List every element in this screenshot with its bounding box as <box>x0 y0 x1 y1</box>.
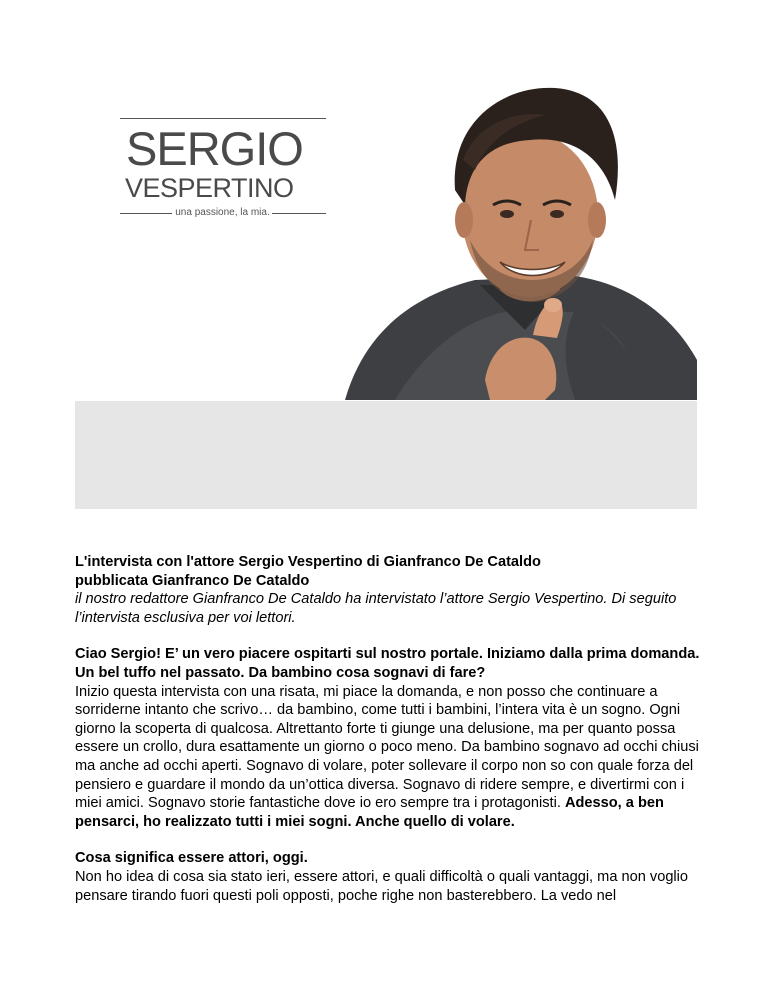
article-body <box>75 553 705 905</box>
actor-portrait <box>275 80 697 400</box>
question-2: Cosa significa essere attori, oggi. <box>75 850 308 867</box>
question-1: Ciao Sergio! E’ un vero piacere ospitarti sul nostro portale. Iniziamo dalla prima domanda. Un bel tuffo nel passato. Da bambino cosa sognavi di fare? <box>75 646 700 681</box>
hero-image <box>75 80 697 400</box>
answer-1 <box>75 683 705 832</box>
gray-placeholder-panel <box>75 401 697 509</box>
article-title: L'intervista con l'attore Sergio Vespertino di Gianfranco De Cataldo <box>75 554 541 570</box>
logo-tagline: una passione, la mia. <box>175 207 270 218</box>
answer-1-text: Inizio questa intervista con una risata, mi piace la domanda, e non posso che continuare a sorriderne intanto che scrivo… da bambino, come tutti i bambini, l’intera vita è un sogno. Ogni giorno la scoperta di qualcosa. Altrettanto forte ti giunge una delusione, ma per quanto possa essere un crollo, dura esattamente un giorno o poco meno. Da bambino sognavo ad occhi chiusi ma anche ad occhi aperti. Sognavo di volare, poter sollevare il corpo non so con quale forza del pensiero e guardare il mondo da un’ottica diversa. Sognavo di ridere sempre, e divertirmi con i miei amici. Sognavo storie fantastiche dove io ero sempre tra i protagonisti. <box>75 683 699 812</box>
logo-tagline-rule-left <box>120 213 172 214</box>
logo-surname: VESPERTINO <box>125 173 294 203</box>
article-intro: il nostro redattore Gianfranco De Cataldo ha intervistato l’attore Sergio Vespertino. Di seguito l’intervista esclusiva per voi lettori. <box>75 591 677 626</box>
article-byline: pubblicata Gianfranco De Cataldo <box>75 572 310 589</box>
logo-name: SERGIO <box>126 122 303 175</box>
answer-1-bold: Adesso, a ben pensarci, ho realizzato tutti i miei sogni. Anche quello di volare. <box>75 795 664 830</box>
answer-2: Non ho idea di cosa sia stato ieri, essere attori, e quali difficoltà o quali vantaggi, ma non voglio pensare tirando fuori questi poli opposti, poche righe non basterebbero. La vedo nel <box>75 868 689 904</box>
